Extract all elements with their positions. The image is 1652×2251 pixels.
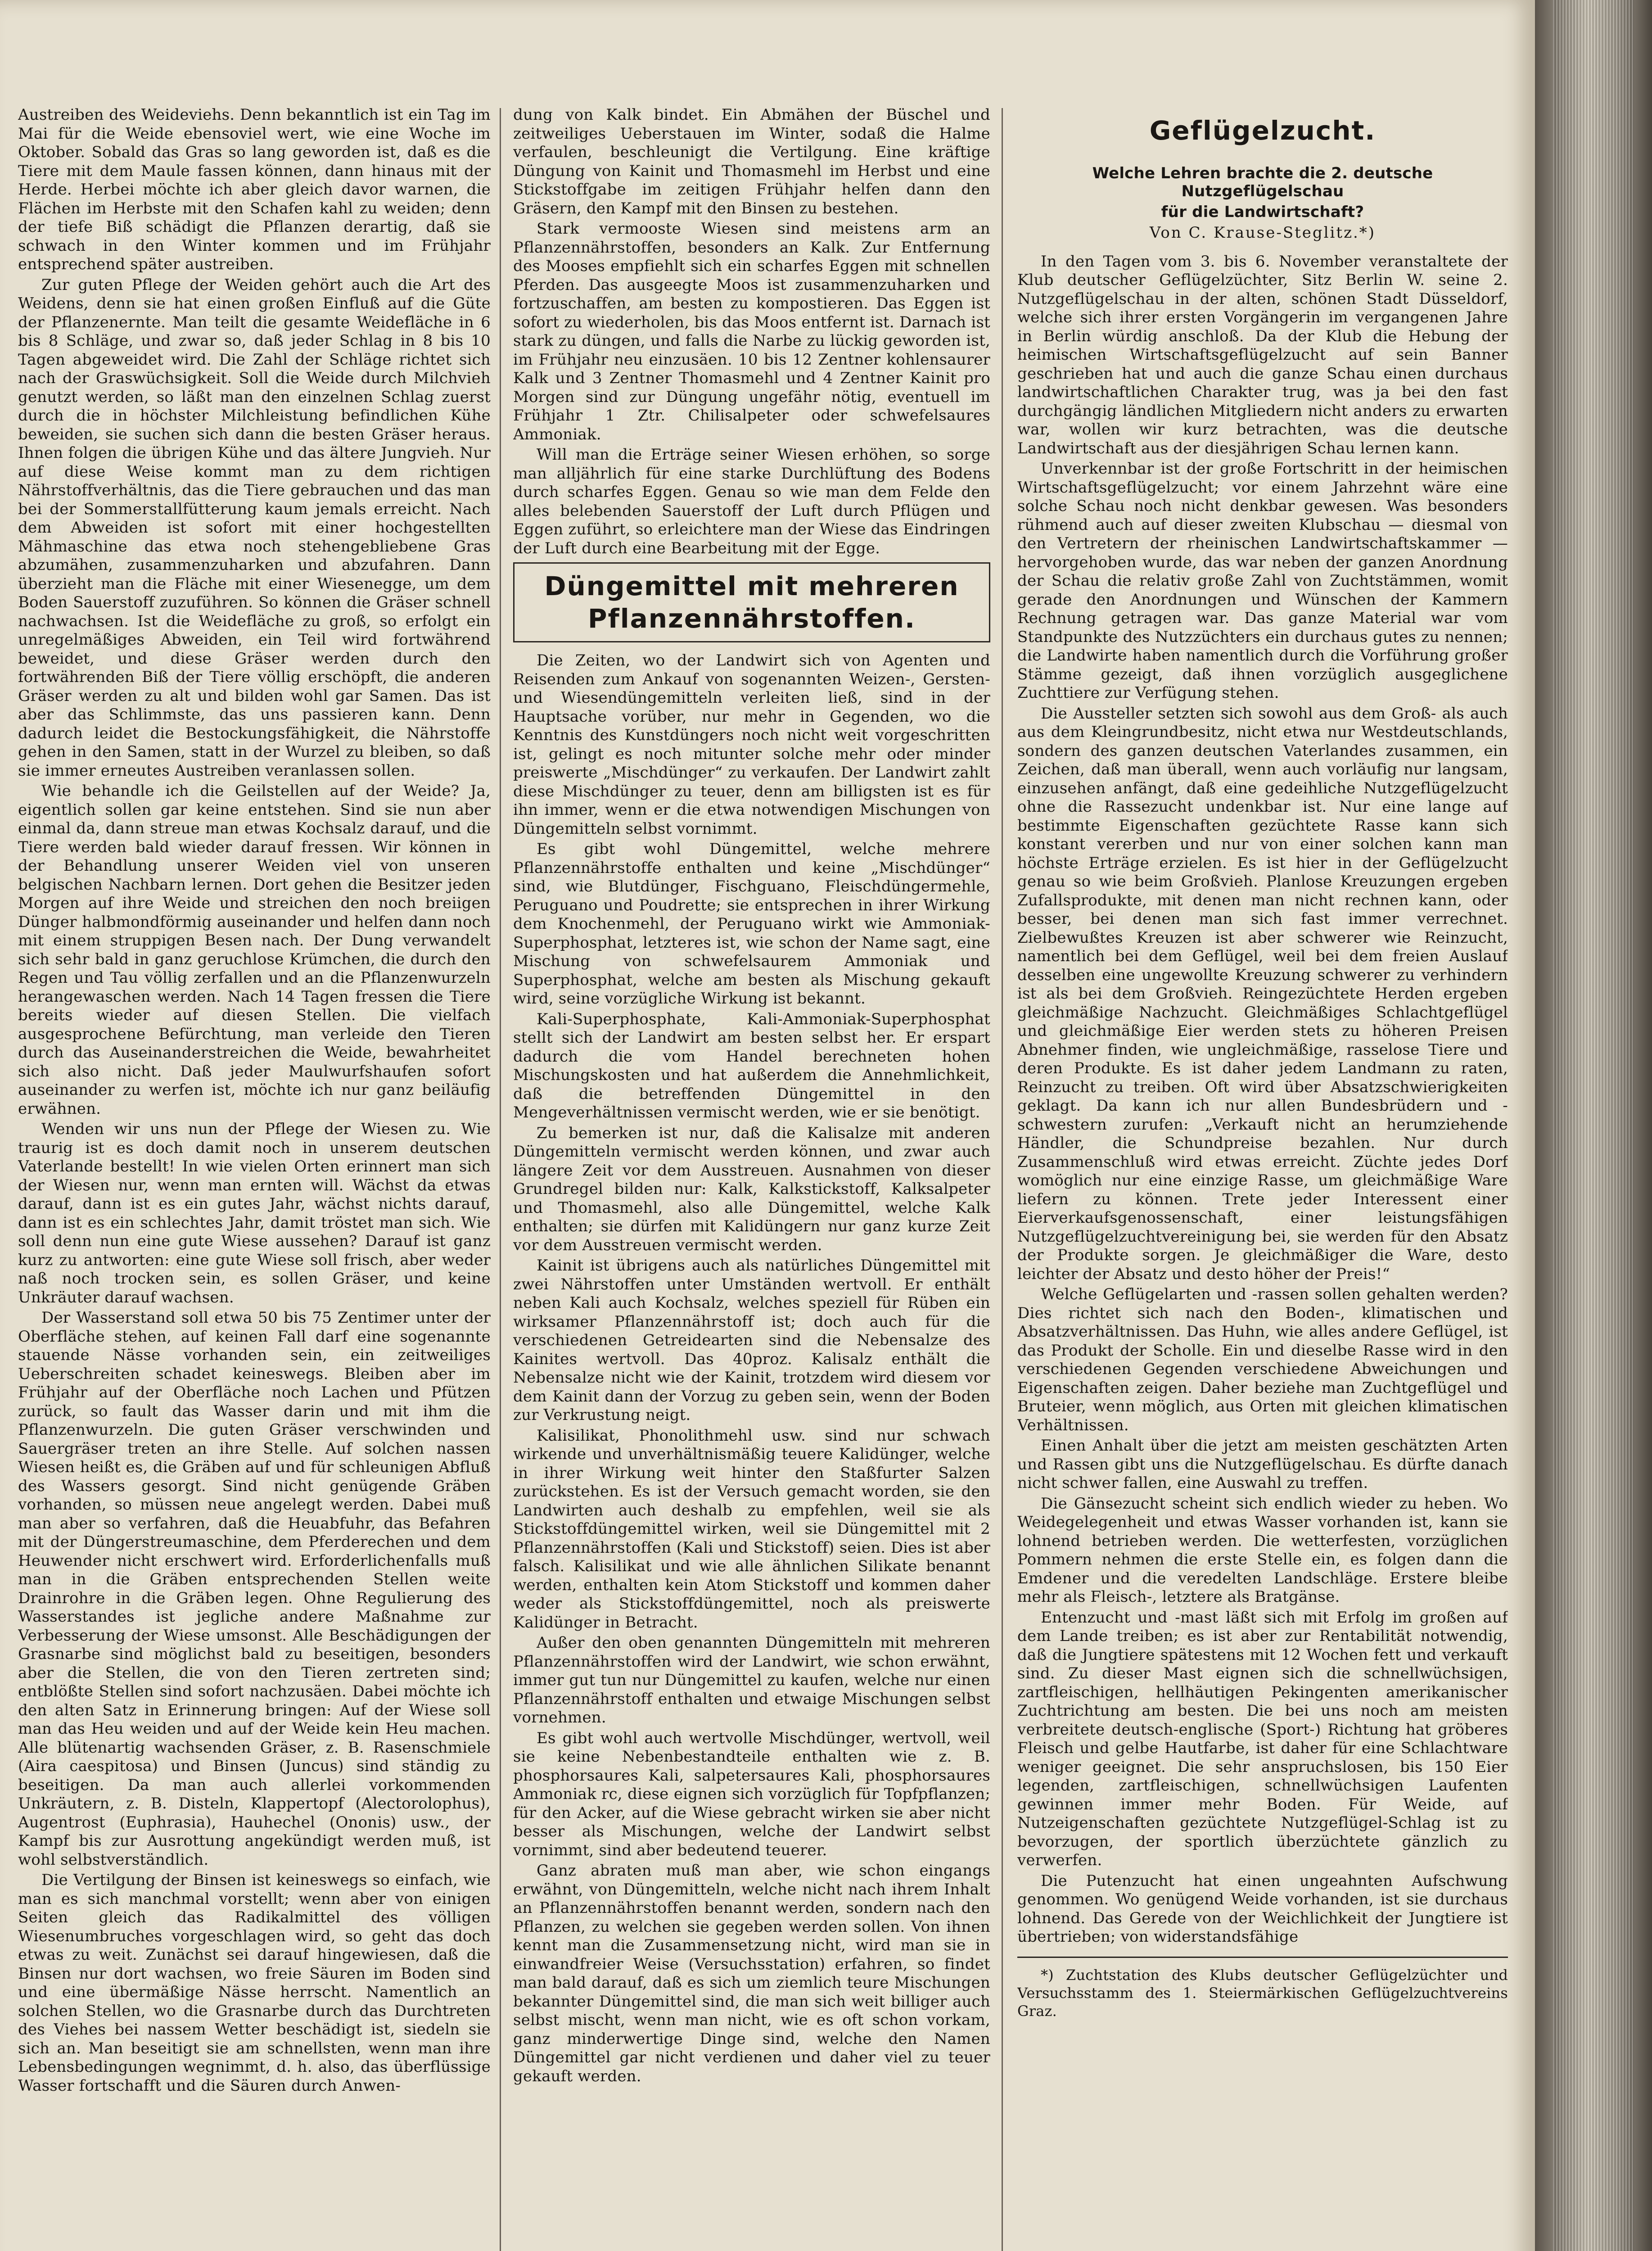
paragraph: Die Putenzucht hat einen ungeahnten Aufschwung genommen. Wo genügend Weide vorhanden, ist sie durchaus lohnend. Das Gerede von der Weichlichkeit der Jungtiere ist übertrieben; von widerstandsfähige [1017, 1871, 1508, 1946]
paragraph: Wenden wir uns nun der Pflege der Wiesen zu. Wie traurig ist es doch damit noch in unserem deutschen Vaterlande bestellt! In wie vielen Orten erinnert man sich der Wiesen nur, wenn man ernten will. Wächst da etwas darauf, dann ist es ein gutes Jahr, wächst nichts darauf, dann ist es ein schlechtes Jahr, damit tröstet man sich. Wie soll denn nun eine gute Wiese aussehen? Darauf ist ganz kurz zu antworten: eine gute Wiese soll frisch, aber weder naß noch trocken sein, es sollen Gräser, und keine Unkräuter darauf wachsen. [18, 1120, 491, 1306]
paragraph: Es gibt wohl Düngemittel, welche mehrere Pflanzennährstoffe enthalten und keine „Mischdünger“ sind, wie Blutdünger, Fischguano, Fleischdüngermehle, Peruguano und Poudrette; sie entsprechen in ihrer Wirkung dem Knochenmehl, der Peruguano wirkt wie Ammoniak-Superphosphat, letzteres ist, wie schon der Name sagt, eine Mischung von schwefelsaurem Ammoniak und Superphosphat, welche am besten als Mischung gekauft wird, seine vorzügliche Wirkung ist bekannt. [513, 840, 990, 1008]
paragraph: Die Zeiten, wo der Landwirt sich von Agenten und Reisenden zum Ankauf von sogenannten Weizen-, Gersten- und Wiesendüngemitteln verleiten ließ, sind in der Hauptsache vorüber, nur mehr in Gegenden, wo die Kenntnis des Kunstdüngers noch nicht weit vorgeschritten ist, gelingt es noch mitunter solche mehr oder minder preiswerte „Mischdünger“ zu verkaufen. Der Landwirt zahlt diese Mischdünger zu teuer, denn am billigsten ist es für ihn immer, wenn er die etwa notwendigen Mischungen von Düngemitteln selbst vornimmt. [513, 651, 990, 838]
article-subtitle-line: für die Landwirtschaft? [1161, 203, 1364, 221]
paragraph: Die Vertilgung der Binsen ist keineswegs so einfach, wie man es sich manchmal vorstellt; wenn aber von einigen Seiten gleich das Radikalmittel des völligen Wiesenumbruches vorgeschlagen wird, so geht das doch etwas zu weit. Zunächst sei darauf hingewiesen, daß die Binsen nur dort wachsen, wo freie Säuren im Boden sind und eine übermäßige Nässe herrscht. Namentlich an solchen Stellen, wo die Grasnarbe durch das Durchtreten des Viehes bei nassem Wetter beschädigt ist, siedeln sie sich an. Man beseitigt sie am schnellsten, wenn man ihre Lebensbedingungen wegnimmt, d. h. also, das überflüssige Wasser fortschafft und die Säuren durch Anwen- [18, 1871, 491, 2095]
column-rule [500, 108, 501, 2251]
paragraph: Außer den oben genannten Düngemitteln mit mehreren Pflanzennährstoffen wird der Landwirt, wie schon erwähnt, immer gut tun nur Düngemittel zu kaufen, welche nur einen Pflanzennährstoff enthalten und etwaige Mischungen selbst vornehmen. [513, 1634, 990, 1727]
paragraph: Es gibt wohl auch wertvolle Mischdünger, wertvoll, weil sie keine Nebenbestandteile enthalten wie z. B. phosphorsaures Kali, salpetersaures Kali, phosphorsaures Ammoniak rc, diese eignen sich vorzüglich für Topfpflanzen; für den Acker, auf die Wiese gebracht wirken sie aber nicht besser als Mischungen, welche der Landwirt selbst vornimmt, sind aber bedeutend teuerer. [513, 1729, 990, 1859]
footnote-divider [1017, 1957, 1508, 1958]
paragraph: Die Gänsezucht scheint sich endlich wieder zu heben. Wo Weidegelegenheit und etwas Wasser vorhanden ist, kann sie lohnend betrieben werden. Die wetterfesten, vorzüglichen Pommern nehmen die erste Stelle ein, es folgen dann die Emdener und die veredelten Landschläge. Erstere bleibe mehr als Fleisch-, letztere als Bratgänse. [1017, 1494, 1508, 1606]
paragraph: Der Wasserstand soll etwa 50 bis 75 Zentimer unter der Oberfläche stehen, auf keinen Fall darf eine sogenannte stauende Nässe vorhanden sein, ein zeitweiliges Ueberschreiten schadet keineswegs. Bleiben aber im Frühjahr auf der Oberfläche noch Lachen und Pfützen zurück, so fault das Wasser darin und mit ihm die Pflanzenwurzeln. Die guten Gräser verschwinden und Sauergräser treten an ihre Stelle. Auf solchen nassen Wiesen heißt es, die Gräben auf und für schleunigen Abfluß des Wassers gesorgt. Sind nicht genügende Gräben vorhanden, so müssen neue angelegt werden. Dabei muß man aber so verfahren, daß die Heuabfuhr, das Befahren mit der Düngerstreumaschine, dem Pferderechen und dem Heuwender nicht erschwert wird. Erforderlichenfalls muß man in die Gräben entsprechenden Stellen weite Drainrohre in die Gräben legen. Ohne Regulierung des Wasserstandes ist jegliche andere Maßnahme zur Verbesserung der Wiese umsonst. Alle Beschädigungen der Grasnarbe sind möglichst bald zu beseitigen, besonders aber die Stellen, die von den Tieren zertreten sind; entblößte Stellen sind sofort nachzusäen. Dabei möchte ich den alten Satz in Erinnerung bringen: Auf der Wiese soll man das Heu weiden und auf der Weide kein Heu machen. Alle blütenartig wachsenden Gräser, z. B. Rasenschmiele (Aira caespitosa) und Binsen (Juncus) sind ständig zu beseitigen. Da man auch allerlei vorkommenden Unkräutern, z. B. Disteln, Klappertopf (Alectorolophus), Augentrost (Euphrasia), Hauhechel (Ononis) usw., der Kampf bis zur Ausrottung angekündigt werden muß, ist wohl selbstverständlich. [18, 1309, 491, 1869]
paragraph: Austreiben des Weideviehs. Denn bekanntlich ist ein Tag im Mai für die Weide ebensoviel wert, wie eine Woche im Oktober. Sobald das Gras so lang geworden ist, daß es die Tiere mit dem Maule fassen können, dann hinaus mit der Herde. Herbei möchte ich aber gleich davor warnen, die Flächen im Herbste mit den Schafen kahl zu weiden; denn der tiefe Biß schädigt die Pflanzen derartig, daß sie schwach in den Winter kommen und im Frühjahr entsprechend später austreiben. [18, 106, 491, 273]
article-headline: Düngemittel mit mehreren Pflanzennährstoffen. [513, 562, 990, 642]
paragraph: Die Aussteller setzten sich sowohl aus dem Groß- als auch aus dem Kleingrundbesitz, nicht etwa nur Westdeutschlands, sondern des ganzen deutschen Vaterlandes zusammen, ein Zeichen, daß man überall, wenn auch vorläufig nur langsam, einzusehen anfängt, daß eine gedeihliche Nutzgeflügelzucht ohne die Rassezucht undenkbar ist. Nur eine lange auf bestimmte Eigenschaften gezüchtete Rasse kann sich konstant vererben und nur von einer solchen kann man höchste Erträge erzielen. Es ist hier in der Geflügelzucht genau so wie beim Großvieh. Planlose Kreuzungen ergeben Zufallsprodukte, mit denen man nicht rechnen kann, oder besser, bei denen man sich fast immer verrechnet. Zielbewußtes Kreuzen ist aber schwerer wie Reinzucht, namentlich bei dem Geflügel, weil bei dem freien Auslauf desselben eine ungewollte Kreuzung schwerer zu verhindern ist als bei dem Großvieh. Reingezüchtete Herden ergeben gleichmäßige Nachzucht. Gleichmäßiges Schlachtgeflügel und gleichmäßige Eier werden stets zu höheren Preisen Abnehmer finden, wie ungleichmäßige, rasselose Tiere und deren Produkte. Es ist daher jedem Landmann zu raten, Reinzucht zu treiben. Oft wird über Absatzschwierigkeiten geklagt. Da kann ich nur allen Bundesbrüdern und -schwestern zurufen: „Verkauft nicht an herumziehende Händler, die Schundpreise bezahlen. Nur durch Zusammenschluß wird etwas erreicht. Züchte jedes Dorf womöglich nur eine einzige Rasse, um gleichmäßige Ware liefern zu können. Trete jeder Interessent einer Eierverkaufsgenossenschaft, einer leistungsfähigen Nutzgeflügelzuchtvereinigung bei, sie werden für den Absatz der Produkte sorgen. Je gleichmäßiger die Ware, desto leichter der Absatz und desto höher der Preis!“ [1017, 704, 1508, 1283]
column-3 [1017, 106, 1508, 2251]
article-subtitle-line: Welche Lehren brachte die 2. deutsche Nutzgeflügelschau [1092, 164, 1433, 200]
paragraph: Will man die Erträge seiner Wiesen erhöhen, so sorge man alljährlich für eine starke Durchlüftung des Bodens durch scharfes Eggen. Genau so wie man dem Felde den alles belebenden Sauerstoff der Luft durch Pflügen und Eggen zuführt, so erleichtere man der Wiese das Eindringen der Luft durch eine Bearbeitung mit der Egge. [513, 446, 990, 557]
footnote: *) Zuchtstation des Klubs deutscher Geflügelzüchter und Versuchsstamm des 1. Steiermärkischen Geflügelzuchtvereins Graz. [1017, 1966, 1508, 2020]
paragraph: Kalisilikat, Phonolithmehl usw. sind nur schwach wirkende und unverhältnismäßig teuere Kalidünger, welche in ihrer Wirkung weit hinter den Staßfurter Salzen zurückstehen. Es ist der Versuch gemacht worden, sie den Landwirten auch deshalb zu empfehlen, weil sie als Stickstoffdüngemittel wirken, weil sie Düngemittel mit 2 Pflanzennährstoffen (Kali und Stickstoff) seien. Dies ist aber falsch. Kalisilikat und wie alle ähnlichen Silikate benannt werden, enthalten kein Atom Stickstoff und kommen daher weder als Stickstoffdüngemittel, noch als preiswerte Kalidünger in Betracht. [513, 1426, 990, 1632]
byline: Von C. Krause-Steglitz.*) [1149, 224, 1376, 242]
section-title: Geflügelzucht. [1149, 115, 1376, 146]
paragraph: Stark vermooste Wiesen sind meistens arm an Pflanzennährstoffen, besonders an Kalk. Zur Entfernung des Mooses empfiehlt sich ein scharfes Eggen mit schnellen Pferden. Das ausgeegte Moos ist zusammenzuharken und fortzuschaffen, am besten zu kompostieren. Das Eggen ist sofort zu wiederholen, bis das Moos entfernt ist. Darnach ist stark zu düngen, und falls die Narbe zu lückig geworden ist, im Frühjahr neu einzusäen. 10 bis 12 Zentner kohlensaurer Kalk und 3 Zentner Thomasmehl und 4 Zentner Kainit pro Morgen sind zur Düngung ungefähr nötig, eventuell im Frühjahr 1 Ztr. Chilisalpeter oder schwefelsaures Ammoniak. [513, 220, 990, 443]
paragraph: Entenzucht und -mast läßt sich mit Erfolg im großen auf dem Lande treiben; es ist aber zur Rentabilität notwendig, daß die Jungtiere spätestens mit 12 Wochen fett und verkauft sind. Zu dieser Mast eignen sich die schnellwüchsigen, zartfleischigen, hellhäutigen Pekingenten amerikanischer Zuchtrichtung am besten. Die bei uns noch am meisten verbreitete deutsch-englische (Sport-) Richtung hat gröberes Fleisch und gelbe Hautfarbe, ist daher für eine Schlachtware weniger geeignet. Die sehr anspruchslosen, bis 150 Eier legenden, zartfleischigen, schnellwüchsigen Laufenten gewinnen immer mehr Boden. Für Weide, auf Nutzeigenschaften gezüchtete Nutzgeflügel-Schlag ist zu bevorzugen, der sportlich überzüchtete gänzlich zu verwerfen. [1017, 1608, 1508, 1869]
paragraph: Kali-Superphosphate, Kali-Ammoniak-Superphosphat stellt sich der Landwirt am besten selbst her. Er erspart dadurch die vom Handel berechneten hohen Mischungskosten und hat außerdem die Annehmlichkeit, daß die betreffenden Düngemittel in den Mengeverhältnissen vermischt werden, wie er sie benötigt. [513, 1010, 990, 1121]
paragraph: Unverkennbar ist der große Fortschritt in der heimischen Wirtschaftsgeflügelzucht; vor einem Jahrzehnt wäre eine solche Schau noch nicht denkbar gewesen. Was besonders rühmend auch auf dieser zweiten Klubschau — diesmal von den Vertretern der rheinischen Landwirtschaftskammer — hervorgehoben wurde, das war neben der ganzen Anordnung der Schau die relativ große Zahl von Zuchtstämmen, womit gerade den Anordnungen und Wünschen der Kammern Rechnung getragen war. Das ganze Material war vom Standpunkte des Nutzzüchters ein durchaus gutes zu nennen; die Landwirte haben namentlich durch die Vorführung großer Stämme gezeigt, daß ihnen vorzüglich ausgeglichene Zuchttiere zur Verfügung stehen. [1017, 460, 1508, 702]
page-leaves [1553, 0, 1634, 2251]
paragraph: dung von Kalk bindet. Ein Abmähen der Büschel und zeitweiliges Ueberstauen im Winter, sodaß die Halme verfaulen, beschleunigt die Vertilgung. Eine kräftige Düngung von Kainit und Thomasmehl im Herbst und eine Stickstoffgabe im zeitigen Frühjahr helfen dann den Gräsern, den Kampf mit den Binsen zu bestehen. [513, 106, 990, 217]
paragraph: Einen Anhalt über die jetzt am meisten geschätzten Arten und Rassen gibt uns die Nutzgeflügelschau. Es dürfte danach nicht schwer fallen, eine Auswahl zu treffen. [1017, 1437, 1508, 1492]
paragraph: In den Tagen vom 3. bis 6. November veranstaltete der Klub deutscher Geflügelzüchter, Sitz Berlin W. seine 2. Nutzgeflügelschau in der alten, schönen Stadt Düsseldorf, welche sich ihrer ersten Vorgängerin im vergangenen Jahre in Berlin würdig anschloß. Da der Klub die Hebung der heimischen Wirtschaftsgeflügelzucht auf sein Banner geschrieben hat und auch die ganze Schau einen durchaus landwirtschaftlichen Charakter trug, was ja bei den fast durchgängig ländlichen Mitgliedern nicht anders zu erwarten war, wollen wir kurz betrachten, was die deutsche Landwirtschaft aus der diesjährigen Schau lernen kann. [1017, 252, 1508, 457]
paragraph: Kainit ist übrigens auch als natürliches Düngemittel mit zwei Nährstoffen unter Umständen wertvoll. Er enthält neben Kali auch Kochsalz, welches speziell für Rüben ein wirksamer Pflanzennährstoff ist; doch auch für die verschiedenen Getreidearten sind die Nebensalze des Kainites wertvoll. Das 40proz. Kalisalz enthält die Nebensalze nicht wie der Kainit, trotzdem wird diesem vor dem Kainit dann der Vorzug zu geben sein, wenn der Boden zur Verkrustung neigt. [513, 1257, 990, 1424]
column-2 [513, 106, 990, 2251]
book-binding-edge [1535, 0, 1652, 2251]
paragraph: Zu bemerken ist nur, daß die Kalisalze mit anderen Düngemitteln vermischt werden können, und zwar auch längere Zeit vor dem Ausstreuen. Ausnahmen von dieser Grundregel bilden nur: Kalk, Kalkstickstoff, Kalksalpeter und Thomasmehl, also alle Düngemittel, welche Kalk enthalten; sie dürfen mit Kalidüngern nur ganz kurze Zeit vor dem Ausstreuen vermischt werden. [513, 1124, 990, 1254]
column-1 [18, 106, 491, 2251]
paragraph: Zur guten Pflege der Weiden gehört auch die Art des Weidens, denn sie hat einen großen Einfluß auf die Güte der Pflanzenernte. Man teilt die gesamte Weidefläche in 6 bis 8 Schläge, und zwar so, daß jeder Schlag in 8 bis 10 Tagen abgeweidet wird. Die Zahl der Schläge richtet sich nach der Graswüchsigkeit. Soll die Weide durch Milchvieh genutzt werden, so läßt man den einzelnen Schlag zuerst durch die in höchster Milchleistung befindlichen Kühe beweiden, sie suchen sich dann die besten Gräser heraus. Ihnen folgen die übrigen Kühe und das ältere Jungvieh. Nur auf diese Weise kommt man zu dem richtigen Nährstoffverhältnis, das die Tiere gebrauchen und das man bei der Sommerstallfütterung kaum jemals erreicht. Nach dem Abweiden ist sofort mit einer hochgestellten Mähmaschine das etwa noch stehengebliebene Gras abzumähen, zusammenzuharken und abzufahren. Dann überzieht man die Fläche mit einer Wiesenegge, um dem Boden Sauerstoff zuzuführen. So können die Gräser schnell nachwachsen. Ist die Weidefläche zu groß, so erfolgt ein unregelmäßiges Abweiden, ein Teil wird fortwährend beweidet, und diese Gräser werden durch den fortwährenden Biß der Tiere völlig erschöpft, die anderen Gräser werden zu alt und bilden wohl gar Samen. Das ist aber das Schlimmste, das uns passieren kann. Denn dadurch leidet die Bestockungsfähigkeit, die Nährstoffe gehen in den Samen, statt in der Wurzel zu bleiben, so daß sie immer erneutes Austreiben veranlassen sollen. [18, 276, 491, 780]
paragraph: Ganz abraten muß man aber, wie schon eingangs erwähnt, von Düngemitteln, welche nicht nach ihrem Inhalt an Pflanzennährstoffen benannt werden, sondern nach den Pflanzen, zu welchen sie gegeben werden sollen. Von ihnen kennt man die Zusammensetzung nicht, wird man sie in einwandfreier Weise (Versuchsstation) erfahren, so findet man bald darauf, daß es sich um ziemlich teure Mischungen bekannter Düngemittel sind, die man sich weit billiger auch selbst mischt, wenn man nicht, wie es oft schon vorkam, ganz minderwertige Dinge sind, welche den Namen Düngemittel gar nicht verdienen und daher viel zu teuer gekauft werden. [513, 1862, 990, 2085]
column-rule [1002, 108, 1003, 2251]
paragraph: Welche Geflügelarten und -rassen sollen gehalten werden? Dies richtet sich nach den Boden-, klimatischen und Absatzverhältnissen. Das Huhn, wie alles andere Geflügel, ist das Produkt der Scholle. Ein und dieselbe Rasse wird in den verschiedenen Gegenden verschiedene Abweichungen und Eigenschaften zeigen. Daher beziehe man Zuchtgeflügel und Bruteier, wenn möglich, aus Orten mit gleichen klimatischen Verhältnissen. [1017, 1285, 1508, 1434]
paragraph: Wie behandle ich die Geilstellen auf der Weide? Ja, eigentlich sollen gar keine entstehen. Sind sie nun aber einmal da, dann streue man etwas Kochsalz darauf, und die Tiere werden bald wieder darauf fressen. Wir können in der Behandlung unserer Weiden viel von unseren belgischen Nachbarn lernen. Dort gehen die Besitzer jeden Morgen auf ihre Weide und streichen den noch breiigen Dünger halbmondförmig auseinander und helfen dann noch mit einem struppigen Besen nach. Der Dung verwandelt sich sehr bald in ganz geruchlose Krümchen, die durch den Regen und Tau völlig zerfallen und an die Pflanzenwurzeln herangewaschen werden. Nach 14 Tagen fressen die Tiere bereits wieder auf diesen Stellen. Die vielfach ausgesprochene Befürchtung, man verleide den Tieren durch das Auseinanderstreichen die Weide, bewahrheitet sich also nicht. Daß jeder Maulwurfshaufen sofort auseinander zu werfen ist, möchte ich nur ganz beiläufig erwähnen. [18, 782, 491, 1118]
